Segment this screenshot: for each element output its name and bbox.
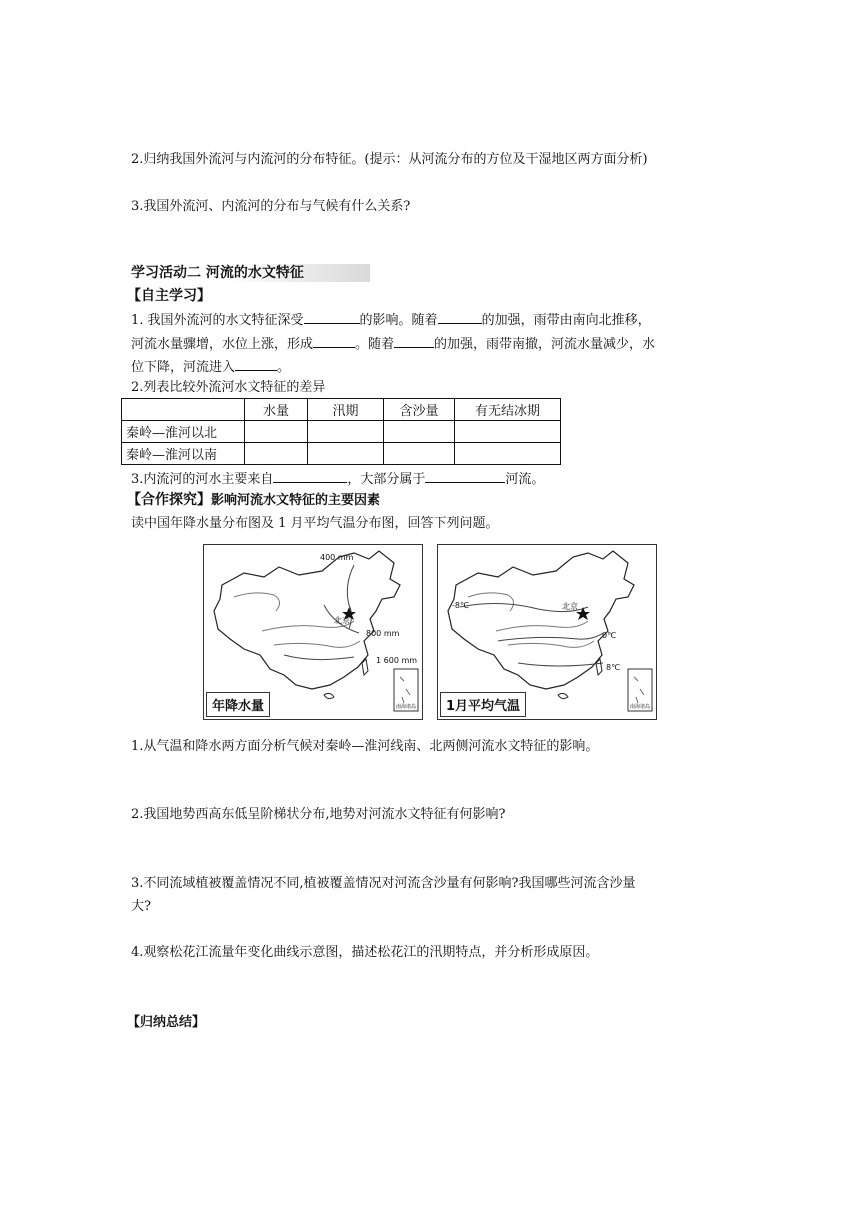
- inset-label: 南海诸岛: [630, 704, 651, 710]
- isoline-label: 1 600 mm: [376, 656, 418, 665]
- city-label-beijing: 北京: [334, 616, 350, 625]
- table-header-row: [122, 399, 561, 421]
- table-row: [122, 421, 561, 443]
- coop-label: 【合作探究】: [127, 492, 211, 508]
- table-cell[interactable]: [455, 421, 561, 443]
- map-label: 年降水量: [206, 692, 270, 717]
- coop-heading: [127, 492, 380, 509]
- table-cell[interactable]: [455, 443, 561, 465]
- comparison-table: [121, 398, 561, 465]
- isoline-label: 8℃: [606, 663, 621, 672]
- q3-text-part3: 河流。: [505, 472, 545, 487]
- question-outer-inner-2: 2.归纳我国外流河与内流河的分布特征。(提示：从河流分布的方位及干湿地区两方面分析): [131, 152, 648, 167]
- table-cell[interactable]: [245, 443, 308, 465]
- blank-6[interactable]: [273, 469, 347, 483]
- table-header-cell: [122, 399, 245, 421]
- isoline-label: 400 mm: [320, 553, 354, 562]
- table-row: [122, 443, 561, 465]
- blank-7[interactable]: [425, 469, 505, 483]
- self-study-label: 【自主学习】: [127, 288, 211, 304]
- q1-text-part7: 位下降，河流进入: [131, 360, 236, 375]
- q1-text-part4: 河流水量骤增，水位上涨，形成: [131, 337, 314, 352]
- table-header-cell: 水量: [245, 399, 308, 421]
- question-outer-inner-3: 3.我国外流河、内流河的分布与气候有什么关系?: [131, 199, 411, 214]
- table-cell[interactable]: [245, 421, 308, 443]
- table-cell[interactable]: [384, 443, 455, 465]
- coop-question-4: 4.观察松花江流量年变化曲线示意图，描述松花江的汛期特点，并分析形成原因。: [131, 945, 599, 960]
- table-cell[interactable]: [308, 421, 384, 443]
- activity2-title: 学习活动二 河流的水文特征: [131, 265, 304, 281]
- map-label: 1月平均气温: [440, 692, 526, 717]
- table-header-cell: 有无结冰期: [455, 399, 561, 421]
- coop-question-1: 1.从气温和降水两方面分析气候对秦岭—淮河线南、北两侧河流水文特征的影响。: [131, 739, 599, 754]
- self-study-q1-line1: [131, 310, 651, 329]
- q3-text-part2: ，大部分属于: [347, 472, 426, 487]
- map-intro: 读中国年降水量分布图及 1 月平均气温分布图，回答下列问题。: [131, 516, 499, 531]
- q1-text-part8: 。: [277, 360, 291, 375]
- precipitation-map: [203, 544, 423, 720]
- q1-text-part1: 1. 我国外流河的水文特征深受: [131, 313, 304, 328]
- city-label-beijing: 北京: [562, 602, 578, 611]
- q1-text-part3: 的加强，雨带由南向北推移，: [481, 313, 651, 328]
- table-header-cell: 汛期: [308, 399, 384, 421]
- temperature-map: [437, 544, 657, 720]
- q1-text-part5: 。随着: [355, 337, 395, 352]
- blank-1[interactable]: [304, 310, 360, 324]
- q3-text-part1: 3.内流河的河水主要来自: [131, 472, 274, 487]
- table-cell[interactable]: [384, 421, 455, 443]
- coop-question-3-line2: 大?: [131, 899, 151, 914]
- table-row-label: 秦岭—淮河以南: [122, 443, 245, 465]
- isoline-label: 800 mm: [366, 629, 400, 638]
- table-row-label: 秦岭—淮河以北: [122, 421, 245, 443]
- table-header-cell: 含沙量: [384, 399, 455, 421]
- blank-3[interactable]: [313, 334, 355, 348]
- summary-label: 【归纳总结】: [127, 1015, 206, 1030]
- q1-text-part2: 的影响。随着: [359, 313, 438, 328]
- coop-title: 影响河流水文特征的主要因素: [211, 493, 381, 508]
- inset-label: 南海诸岛: [396, 704, 417, 710]
- table-cell[interactable]: [308, 443, 384, 465]
- isoline-label: 0℃: [602, 631, 617, 640]
- coop-question-3-line1: 3.不同流域植被覆盖情况不同,植被覆盖情况对河流含沙量有何影响?我国哪些河流含沙量: [131, 876, 636, 891]
- self-study-q1-line2: [131, 334, 655, 353]
- q1-text-part6: 的加强，雨带南撤，河流水量减少，水: [434, 337, 656, 352]
- blank-4[interactable]: [394, 334, 434, 348]
- blank-2[interactable]: [438, 310, 482, 324]
- coop-question-2: 2.我国地势西高东低呈阶梯状分布,地势对河流水文特征有何影响?: [131, 807, 506, 822]
- isoline-label: -8℃: [452, 601, 469, 610]
- self-study-q3: [131, 469, 544, 488]
- self-study-q1-line3: [131, 357, 290, 376]
- self-study-q2: 2.列表比较外流河水文特征的差异: [131, 380, 326, 395]
- blank-5[interactable]: [235, 357, 277, 371]
